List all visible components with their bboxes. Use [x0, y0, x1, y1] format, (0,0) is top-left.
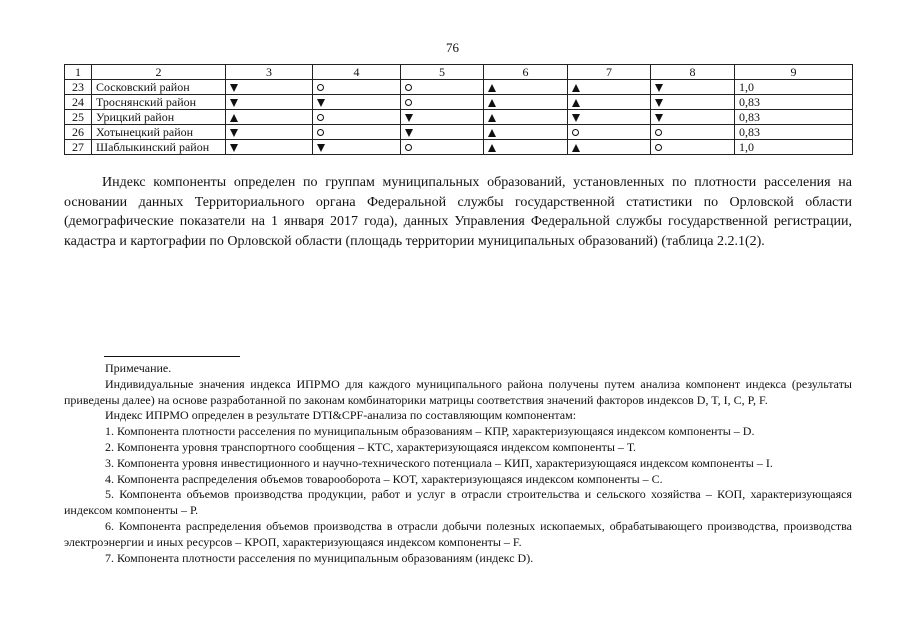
indicator-cell: [651, 110, 735, 125]
circle-icon: [317, 129, 324, 136]
triangle-down-icon: [405, 129, 413, 137]
body-paragraph: Индекс компоненты определен по группам муниципальных образований, установленных по плотности расселения на основании данных Территориального органа Федеральной службы государственной статистики по Орловской области (демографические показатели на 1 января 2017 года), данных Управления Федеральной службы государственной регистрации, кадастра и картографии по Орловской области (площадь территории муниципальных образований) (таблица 2.2.1(2).: [64, 175, 852, 249]
indicator-cell: [568, 95, 651, 110]
circle-icon: [405, 84, 412, 91]
table-body: [65, 80, 853, 155]
triangle-down-icon: [230, 99, 238, 107]
triangle-down-icon: [317, 144, 325, 152]
indicator-cell: [401, 125, 484, 140]
table-row: [65, 110, 853, 125]
footnote-divider: [104, 356, 240, 357]
column-header: 1: [65, 65, 92, 80]
indicator-cell: [484, 95, 568, 110]
circle-icon: [405, 144, 412, 151]
column-header: 2: [92, 65, 226, 80]
row-number: 27: [65, 140, 92, 155]
triangle-down-icon: [405, 114, 413, 122]
triangle-down-icon: [230, 84, 238, 92]
circle-icon: [572, 129, 579, 136]
table-row: [65, 125, 853, 140]
component-item: 7. Компонента плотности расселения по муниципальным образованиям (индекс D).: [105, 550, 534, 565]
indicator-cell: [226, 140, 313, 155]
column-header: 3: [226, 65, 313, 80]
triangle-up-icon: [488, 99, 496, 107]
indicator-cell: [651, 80, 735, 95]
circle-icon: [655, 129, 662, 136]
table-row: [65, 95, 853, 110]
triangle-up-icon: [488, 114, 496, 122]
district-name: Сосковский район: [92, 80, 226, 95]
indicator-cell: [313, 125, 401, 140]
triangle-up-icon: [488, 84, 496, 92]
table-header-row: [65, 65, 853, 80]
circle-icon: [405, 99, 412, 106]
row-number: 25: [65, 110, 92, 125]
row-number: 24: [65, 95, 92, 110]
indicator-cell: [401, 110, 484, 125]
circle-icon: [655, 144, 662, 151]
indicator-cell: [313, 110, 401, 125]
indicator-cell: [313, 80, 401, 95]
component-item: 5. Компонента объемов производства продукции, работ и услуг в отрасли строительства и сельского хозяйства – КОП, характеризующаяся индексом компоненты – Р.: [64, 487, 852, 518]
column-header: 6: [484, 65, 568, 80]
table-row: [65, 140, 853, 155]
indicator-cell: [568, 110, 651, 125]
notes-section: [64, 361, 852, 566]
indicator-cell: [226, 125, 313, 140]
index-value: 0,83: [735, 110, 853, 125]
indicator-cell: [313, 95, 401, 110]
triangle-down-icon: [655, 114, 663, 122]
indicator-cell: [484, 140, 568, 155]
column-header: 8: [651, 65, 735, 80]
column-header: 5: [401, 65, 484, 80]
indicator-cell: [651, 140, 735, 155]
indicator-cell: [401, 95, 484, 110]
table-row: [65, 80, 853, 95]
index-value: 1,0: [735, 140, 853, 155]
index-value: 1,0: [735, 80, 853, 95]
indicator-cell: [226, 80, 313, 95]
indicator-cell: [651, 125, 735, 140]
triangle-up-icon: [488, 144, 496, 152]
notes-paragraph: Индекс ИПРМО определен в результате DTI&CPF-анализа по составляющим компонентам:: [105, 408, 577, 423]
page-number: 76: [446, 40, 459, 55]
indicator-cell: [401, 80, 484, 95]
triangle-up-icon: [488, 129, 496, 137]
triangle-down-icon: [230, 129, 238, 137]
indicator-cell: [226, 95, 313, 110]
component-item: 2. Компонента уровня транспортного сообщения – КТС, характеризующаяся индексом компоненты – Т.: [105, 439, 637, 454]
indicator-cell: [651, 95, 735, 110]
indicator-cell: [484, 110, 568, 125]
triangle-up-icon: [572, 144, 580, 152]
row-number: 26: [65, 125, 92, 140]
column-header: 4: [313, 65, 401, 80]
component-item: 3. Компонента уровня инвестиционного и научно-технического потенциала – КИП, характеризующаяся индексом компоненты – I.: [105, 455, 773, 470]
circle-icon: [317, 84, 324, 91]
triangle-down-icon: [230, 144, 238, 152]
column-header: 9: [735, 65, 853, 80]
district-name: Хотынецкий район: [92, 125, 226, 140]
indicator-cell: [568, 80, 651, 95]
triangle-down-icon: [655, 99, 663, 107]
triangle-down-icon: [655, 84, 663, 92]
component-item: 6. Компонента распределения объемов производства в отрасли добычи полезных ископаемых, обрабатывающего производства, производства электроэнергии и иных ресурсов – КРОП, характеризующаяся индексом компоненты – F.: [64, 518, 852, 549]
circle-icon: [317, 114, 324, 121]
indicator-cell: [568, 125, 651, 140]
district-name: Шаблыкинский район: [92, 140, 226, 155]
component-item: 4. Компонента распределения объемов товарооборота – КОТ, характеризующаяся индексом компоненты – С.: [105, 471, 663, 486]
index-value: 0,83: [735, 95, 853, 110]
district-index-table: [64, 64, 853, 155]
indicator-cell: [313, 140, 401, 155]
indicator-cell: [401, 140, 484, 155]
notes-paragraph: Индивидуальные значения индекса ИПРМО для каждого муниципального района получены путем анализа компонент индекса (результаты приведены далее) на основе разработанной по законам комбинаторики матрицы соответствия значений факторов индексов D, T, I, C, P, F.: [64, 376, 852, 407]
indicator-cell: [226, 110, 313, 125]
indicator-cell: [484, 80, 568, 95]
triangle-up-icon: [572, 99, 580, 107]
district-name: Троснянский район: [92, 95, 226, 110]
row-number: 23: [65, 80, 92, 95]
component-item: 1. Компонента плотности расселения по муниципальным образованиям – КПР, характеризующаяся индексом компоненты – D.: [105, 424, 755, 439]
indicator-cell: [484, 125, 568, 140]
column-header: 7: [568, 65, 651, 80]
triangle-up-icon: [230, 114, 238, 122]
indicator-cell: [568, 140, 651, 155]
triangle-up-icon: [572, 84, 580, 92]
notes-heading: Примечание.: [105, 361, 172, 375]
district-name: Урицкий район: [92, 110, 226, 125]
triangle-down-icon: [317, 99, 325, 107]
triangle-down-icon: [572, 114, 580, 122]
index-value: 0,83: [735, 125, 853, 140]
